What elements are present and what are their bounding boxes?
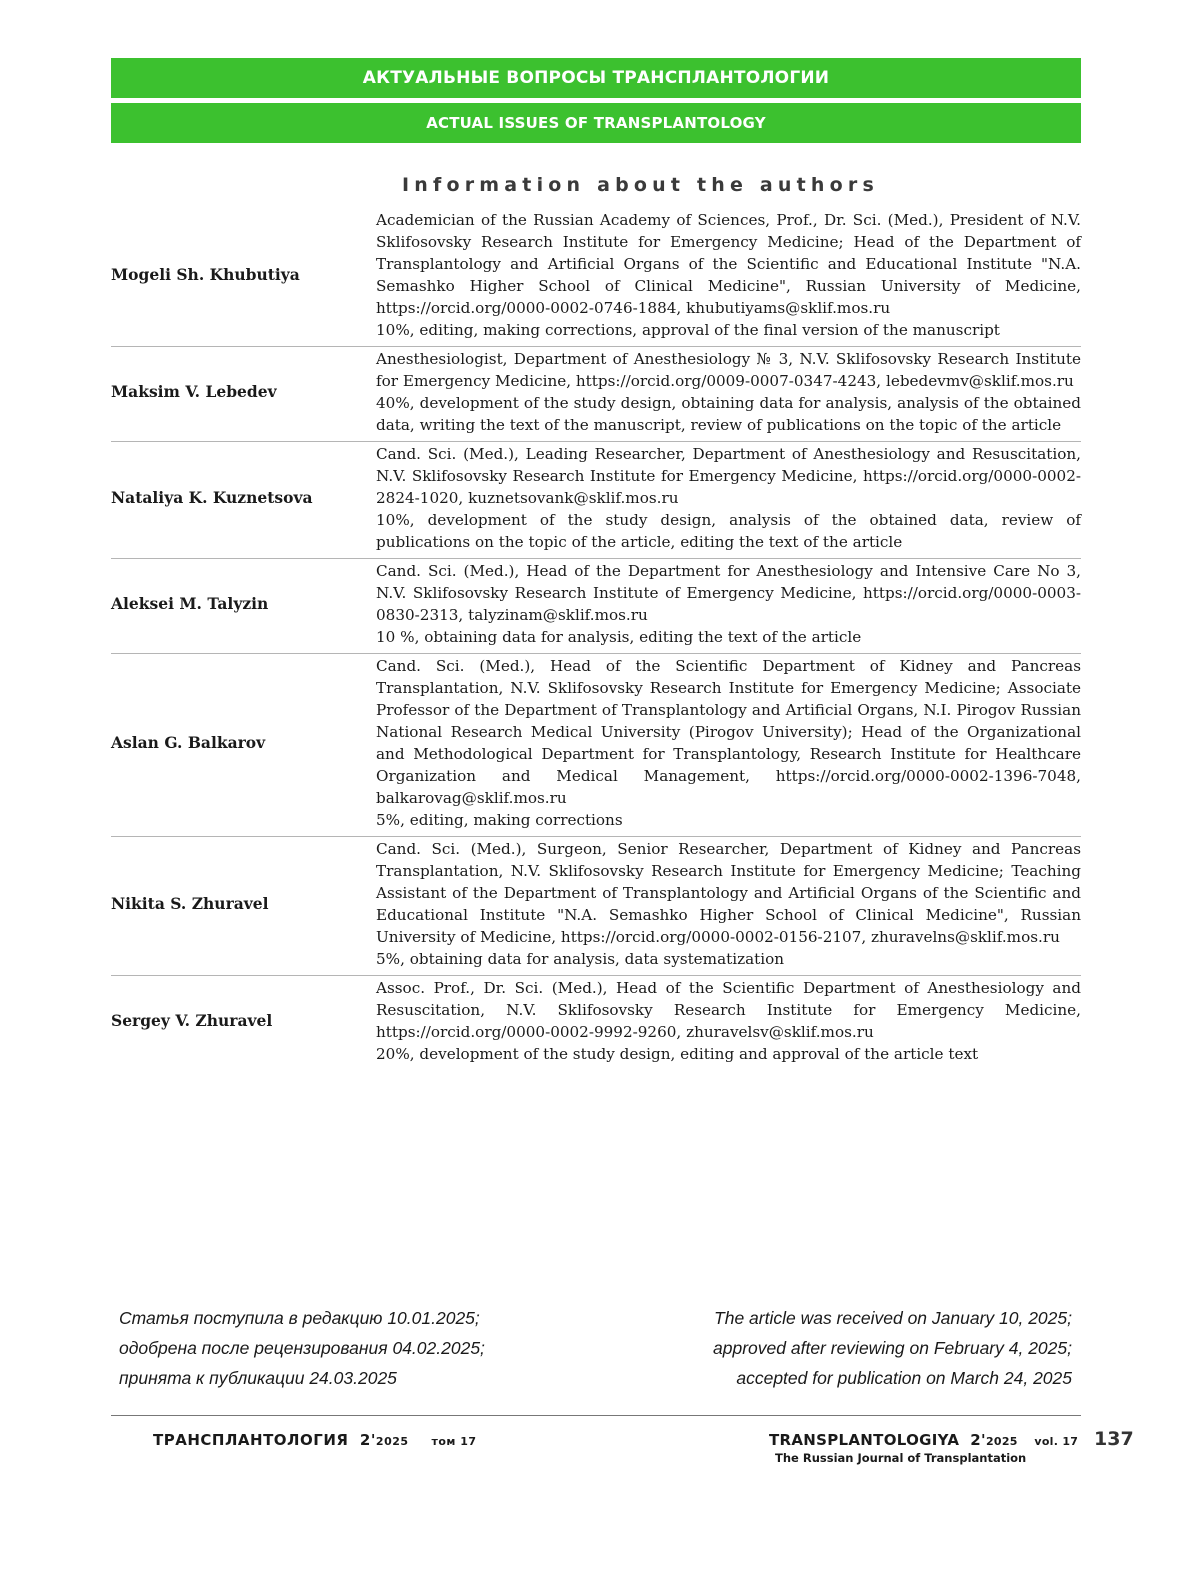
author-row [111,654,1081,837]
author-row [111,347,1081,442]
author-row [111,442,1081,559]
author-info [376,442,1081,553]
received-line: Статья поступила в редакцию 10.01.2025; [119,1308,480,1328]
footer-divider [111,1415,1081,1416]
section-title: Information about the authors [402,174,879,196]
author-contribution: 20%, development of the study design, editing and approval of the article text [376,1045,979,1063]
author-name: Sergey V. Zhuravel [111,1011,273,1030]
author-name: Aleksei M. Talyzin [111,594,269,613]
author-details: Cand. Sci. (Med.), Head of the Scientific Department of Kidney and Pancreas Transplantation, N.V. Sklifosovsky Research Institute for Emergency Medicine; Associate Professor of the Department of Transplantology and Artificial Organs, N.I. Pirogov Russian National Research Medical University (Pirogov University); Head of the Organizational and Methodological Department for Transplantology, Research Institute for Healthcare Organization and Medical Management, https://orcid.org/0000-0002-1396-7048, balkarovag@sklif.mos.ru [376,657,1081,807]
author-contribution: 40%, development of the study design, obtaining data for analysis, analysis of the obtained data, writing the text of the manuscript, review of publications on the topic of the article [376,394,1081,434]
author-contribution: 10 %, obtaining data for analysis, editing the text of the article [376,628,862,646]
author-row [111,208,1081,347]
author-contribution: 5%, obtaining data for analysis, data systematization [376,950,785,968]
author-details: Cand. Sci. (Med.), Head of the Department for Anesthesiology and Intensive Care No 3, N.V. Sklifosovsky Research Institute of Emergency Medicine, https://orcid.org/0000-0003-0830-2313, talyzinam@sklif.mos.ru [376,562,1081,624]
author-info [376,837,1081,970]
accepted-line: accepted for publication on March 24, 2025 [736,1368,1072,1388]
author-contribution: 10%, editing, making corrections, approval of the final version of the manuscript [376,321,1000,339]
authors-table [111,208,1081,1070]
author-name: Nikita S. Zhuravel [111,894,269,913]
section-banner-en: ACTUAL ISSUES OF TRANSPLANTOLOGY [111,103,1081,143]
author-row [111,837,1081,976]
author-info [376,347,1081,436]
issue-year: 2025 [375,1435,409,1448]
footer-journal-en [769,1431,1078,1449]
author-info [376,559,1081,648]
author-contribution: 5%, editing, making corrections [376,811,623,829]
author-details: Cand. Sci. (Med.), Leading Researcher, Department of Anesthesiology and Resuscitation, N.V. Sklifosovsky Research Institute for Emergency Medicine, https://orcid.org/0000-0002-2824-1020, kuznetsovank@sklif.mos.ru [376,445,1081,507]
page-number: 137 [1094,1428,1134,1450]
volume-ru: том 17 [431,1435,477,1448]
section-banner-ru: АКТУАЛЬНЫЕ ВОПРОСЫ ТРАНСПЛАНТОЛОГИИ [111,58,1081,98]
journal-subtitle: The Russian Journal of Transplantation [775,1451,1027,1465]
volume-en: vol. 17 [1034,1435,1079,1448]
author-info [376,654,1081,831]
received-dates-en [713,1303,1072,1393]
issue-number: 2' [359,1431,376,1449]
author-name: Aslan G. Balkarov [111,733,266,752]
journal-name-en: TRANSPLANTOLOGIYA [769,1431,960,1449]
author-name: Mogeli Sh. Khubutiya [111,265,300,284]
author-row [111,976,1081,1070]
author-details: Anesthesiologist, Department of Anesthesiology № 3, N.V. Sklifosovsky Research Institute for Emergency Medicine, https://orcid.org/0009-0007-0347-4243, lebedevmv@sklif.mos.ru [376,350,1081,390]
issue-year: 2025 [985,1435,1018,1448]
author-name: Maksim V. Lebedev [111,382,277,401]
author-contribution: 10%, development of the study design, analysis of the obtained data, review of publications on the topic of the article, editing the text of the article [376,511,1081,551]
author-details: Assoc. Prof., Dr. Sci. (Med.), Head of the Scientific Department of Anesthesiology and Resuscitation, N.V. Sklifosovsky Research Institute for Emergency Medicine, https://orcid.org/0000-0002-9992-9260, zhuravelsv@sklif.mos.ru [376,979,1081,1041]
author-details: Academician of the Russian Academy of Sciences, Prof., Dr. Sci. (Med.), President of N.V. Sklifosovsky Research Institute for Emergency Medicine; Head of the Department of Transplantology and Artificial Organs of the Scientific and Educational Institute "N.A. Semashko Higher School of Clinical Medicine", Russian University of Medicine, https://orcid.org/0000-0002-0746-1884, khubutiyams@sklif.mos.ru [376,211,1081,317]
approved-line: одобрена после рецензирования 04.02.2025; [119,1338,485,1358]
received-line: The article was received on January 10, 2025; [714,1308,1072,1328]
author-details: Cand. Sci. (Med.), Surgeon, Senior Researcher, Department of Kidney and Pancreas Transplantation, N.V. Sklifosovsky Research Institute for Emergency Medicine; Teaching Assistant of the Department of Transplantology and Artificial Organs of the Scientific and Educational Institute "N.A. Semashko Higher School of Clinical Medicine", Russian University of Medicine, https://orcid.org/0000-0002-0156-2107, zhuravelns@sklif.mos.ru [376,840,1081,946]
received-dates-ru [119,1303,485,1393]
journal-name-ru: ТРАНСПЛАНТОЛОГИЯ [153,1431,349,1449]
footer-journal-ru [153,1431,477,1449]
author-info [376,208,1081,341]
author-info [376,976,1081,1065]
approved-line: approved after reviewing on February 4, 2025; [713,1338,1072,1358]
issue-number: 2' [970,1431,986,1449]
author-name: Nataliya K. Kuznetsova [111,488,313,507]
accepted-line: принята к публикации 24.03.2025 [119,1368,397,1388]
author-row [111,559,1081,654]
